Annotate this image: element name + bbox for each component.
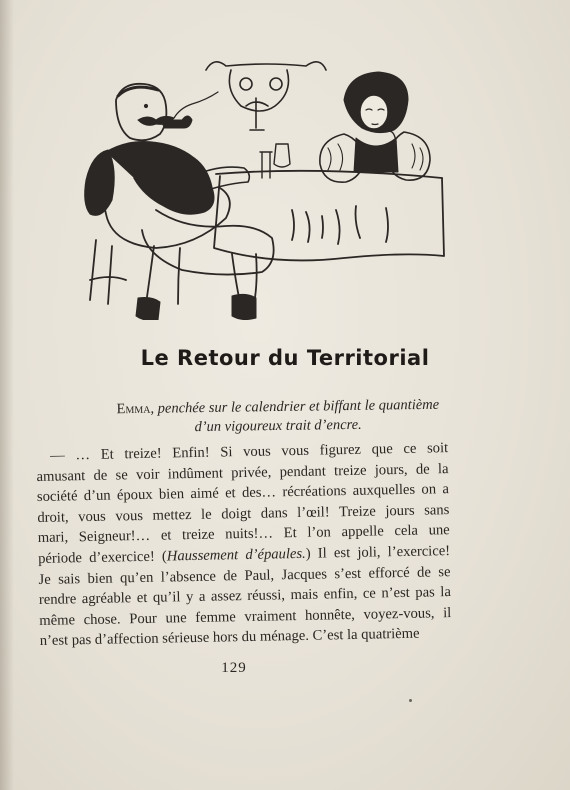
chapter-title: Le Retour du Territorial [140,346,430,370]
text-line: droit, vous vous mettez le doigt dans l’œil! Treize jours sans [37,501,450,526]
paper-speck [409,699,412,702]
text-line: n’est pas d’affection sérieuse hors du ménage. C’est la quatrième [39,626,420,650]
woman-drawing [320,72,430,182]
stage-direction-text-1: penchée sur le calendrier et biffant le quantième [153,396,440,417]
illustration-soldier-and-woman [56,40,456,320]
table-drawing [214,144,444,260]
text-line: mari, Seigneur!… et treize nuits!… Et l’on appelle cela une [37,522,450,547]
text-line: amusant de se voir indûment privée, pendant treize jours, de la [36,460,449,485]
dialogue-paragraph [36,438,452,652]
text-fragment: période d’exercice! ( [38,548,167,567]
italic-stage-note: Haussement d’épaules. [166,545,306,565]
chandelier-drawing [206,62,326,130]
text-fragment: ) Il est joli, l’exercice! [305,543,451,562]
stage-direction-line-2: d’un vigoureux trait d’encre. [194,416,362,436]
character-name: Emma, [116,400,155,418]
stage-direction [78,395,478,439]
text-line: Je sais bien qu’en l’absence de Paul, Jacques s’est efforcé de se [38,563,451,588]
page-number: 129 [221,660,247,676]
text-line: — … Et treize! Enfin! Si vous vous figurez que ce soit [50,440,449,464]
soldier-drawing [85,84,274,320]
spine-shadow [0,0,14,790]
pipe-smoke-drawing [174,92,218,118]
text-line: société d’un époux bien aimé et des… récréations auxquelles on a [36,481,450,506]
text-line: même chose. Pour une femme vraiment honnête, voyez-vous, il [39,604,452,629]
text-line: rendre agréable et qu’il y a assez réussi, mais enfin, ce n’est pas la [38,584,452,609]
